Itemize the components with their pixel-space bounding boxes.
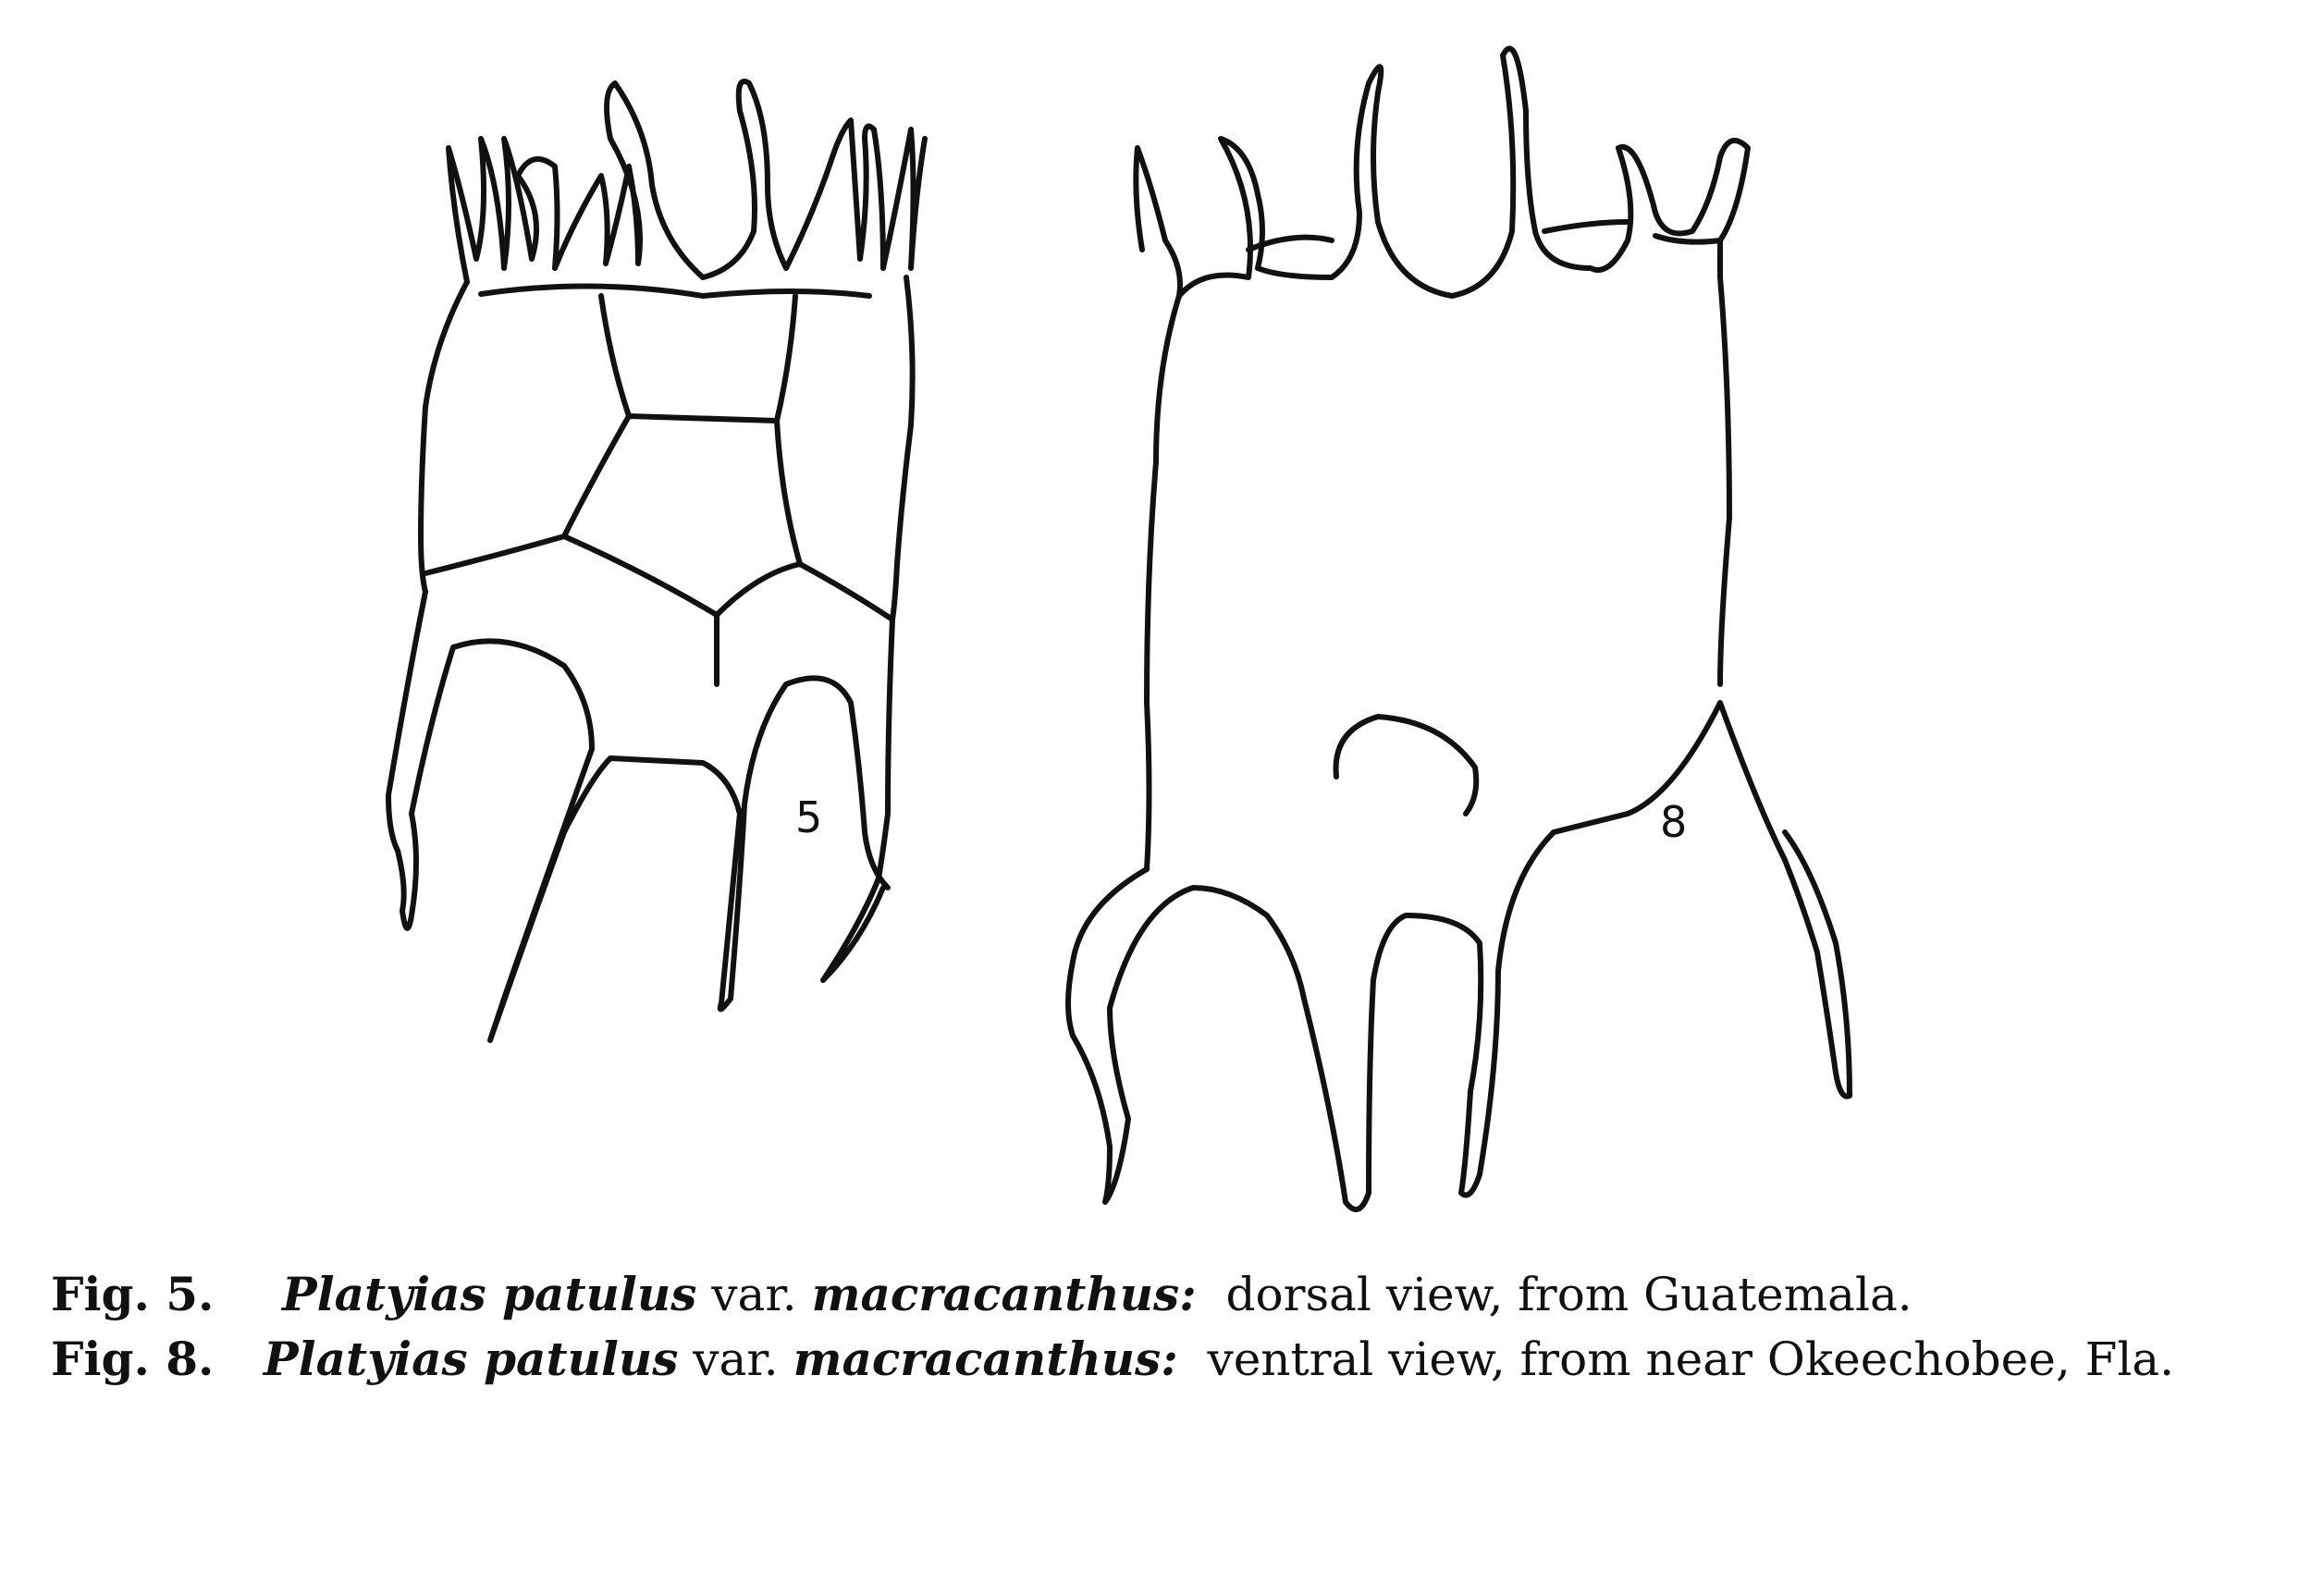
fig5-left-inner-spine [490, 678, 888, 1040]
fig5-right-outer-spine [823, 620, 892, 980]
fig5-anterior-spines [449, 81, 925, 282]
caption-fig5 [51, 1267, 1912, 1321]
fig5-dorsal-drawing [388, 81, 925, 1040]
fig8-central-arch [1336, 717, 1477, 814]
caption-fig5-var: var. [711, 1268, 797, 1321]
fig8-ventral-drawing [1068, 49, 1850, 1210]
fig8-collar-line [1248, 222, 1720, 250]
fig8-lorica-outline [1147, 277, 1729, 869]
fig8-anterior-spines [1136, 49, 1748, 297]
caption-fig8 [51, 1332, 2174, 1386]
caption-fig5-number: Fig. 5. [51, 1267, 215, 1321]
caption-fig5-description: dorsal view, from Guatemala. [1225, 1268, 1912, 1321]
caption-fig5-variety: macracanthus: [811, 1267, 1197, 1321]
caption-fig8-description: ventral view, from near Okeechobee, Fla. [1207, 1332, 2175, 1386]
fig8-number-label: 8 [1660, 797, 1688, 847]
caption-fig8-variety: macracanthus: [793, 1332, 1178, 1386]
fig5-plate-lines [425, 286, 892, 684]
fig5-left-outer-spine [388, 592, 592, 928]
fig8-left-outer-spine [1068, 869, 1304, 1202]
caption-fig8-var: var. [693, 1332, 779, 1386]
fig5-number-label: 5 [795, 792, 823, 842]
fig8-inner-spines [1304, 814, 1628, 1209]
caption-fig5-genus: Platyias patulus [282, 1267, 697, 1321]
caption-fig8-genus: Platyias patulus [264, 1332, 679, 1386]
fig5-lorica-outline [421, 277, 913, 620]
fig8-right-outer-spine [1628, 703, 1850, 1097]
caption-fig8-number: Fig. 8. [51, 1332, 215, 1386]
